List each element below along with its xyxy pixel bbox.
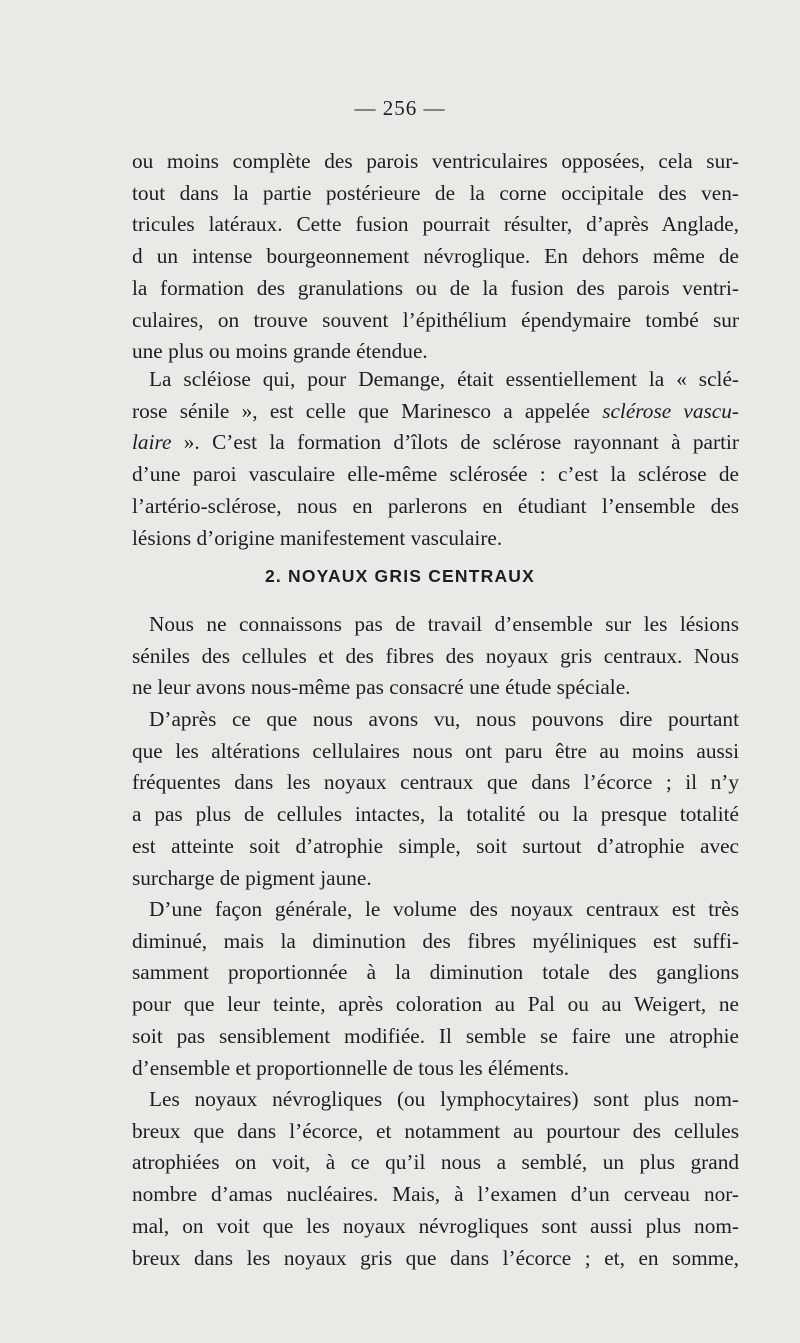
text-line: atrophiées on voit, à ce qu’il nous a semblé, un plus grand	[132, 1150, 739, 1175]
paragraph-2	[132, 364, 739, 554]
paragraph-4	[132, 704, 739, 894]
text-line: séniles des cellules et des fibres des noyaux gris centraux. Nous	[132, 643, 739, 668]
text-line: l’artério-sclérose, nous en parlerons en étudiant l’ensemble des	[132, 493, 739, 518]
paragraph-6	[132, 1084, 739, 1274]
paragraph-1	[132, 146, 739, 368]
text-line: nombre d’amas nucléaires. Mais, à l’examen d’un cerveau nor-	[132, 1182, 739, 1207]
italic-term: sclérose vascu-	[602, 398, 739, 423]
text-line: tout dans la partie postérieure de la corne occipitale des ven-	[132, 180, 739, 205]
text-line: la formation des granulations ou de la fusion des parois ventri-	[132, 275, 739, 300]
text-line: tricules latéraux. Cette fusion pourrait résulter, d’après Anglade,	[132, 212, 739, 237]
italic-term: laire	[132, 430, 172, 455]
text-line: a pas plus de cellules intactes, la totalité ou la presque totalité	[132, 802, 739, 827]
paragraph-3	[132, 609, 739, 704]
text-line: mal, on voit que les noyaux névrogliques sont aussi plus nom-	[132, 1213, 739, 1238]
section-heading: 2. NOYAUX GRIS CENTRAUX	[264, 566, 536, 586]
text-line: samment proportionnée à la diminution totale des ganglions	[132, 960, 739, 985]
text-line: d’ensemble et proportionnelle de tous les éléments.	[132, 1055, 570, 1080]
text-line-with-italic	[132, 427, 739, 459]
text-line: une plus ou moins grande étendue.	[132, 339, 428, 364]
text-line: d un intense bourgeonnement névroglique. En dehors même de	[132, 244, 739, 269]
text-line: ne leur avons nous-même pas consacré une étude spéciale.	[132, 675, 631, 700]
text-segment: rose sénile », est celle que Marinesco a appelée	[132, 398, 603, 423]
text-line: d’une paroi vasculaire elle-même sclérosée : c’est la sclérose de	[132, 462, 739, 487]
text-segment: ». C’est la formation d’îlots de sclérose rayonnant à partir	[171, 430, 739, 455]
text-line: que les altérations cellulaires nous ont paru être au moins aussi	[132, 738, 739, 763]
text-line: culaires, on trouve souvent l’épithélium épendymaire tombé sur	[132, 307, 739, 332]
text-line: soit pas sensiblement modifiée. Il semble se faire une atrophie	[132, 1023, 739, 1048]
text-line: breux que dans l’écorce, et notamment au pourtour des cellules	[132, 1118, 739, 1143]
text-line: ou moins complète des parois ventriculaires opposées, cela sur-	[132, 149, 739, 173]
text-line: Nous ne connaissons pas de travail d’ensemble sur les lésions	[149, 612, 739, 636]
text-line: fréquentes dans les noyaux centraux que dans l’écorce ; il n’y	[132, 770, 739, 795]
text-line: D’après ce que nous avons vu, nous pouvons dire pourtant	[149, 707, 739, 731]
text-line: diminué, mais la diminution des fibres myéliniques est suffi-	[132, 928, 739, 953]
text-line: Les noyaux névrogliques (ou lymphocytaires) sont plus nom-	[149, 1087, 739, 1111]
text-line: La scléiose qui, pour Demange, était essentiellement la « sclé-	[149, 367, 739, 391]
text-line: surcharge de pigment jaune.	[132, 865, 372, 890]
text-line: D’une façon générale, le volume des noyaux centraux est très	[149, 897, 739, 921]
text-line-with-italic	[132, 396, 739, 428]
text-line: pour que leur teinte, après coloration au Pal ou au Weigert, ne	[132, 992, 739, 1017]
text-line: lésions d’origine manifestement vasculaire.	[132, 525, 503, 550]
paragraph-5	[132, 894, 739, 1084]
page-number: — 256 —	[354, 96, 446, 120]
text-line: est atteinte soit d’atrophie simple, soit surtout d’atrophie avec	[132, 833, 739, 858]
text-line: breux dans les noyaux gris que dans l’écorce ; et, en somme,	[132, 1245, 739, 1270]
